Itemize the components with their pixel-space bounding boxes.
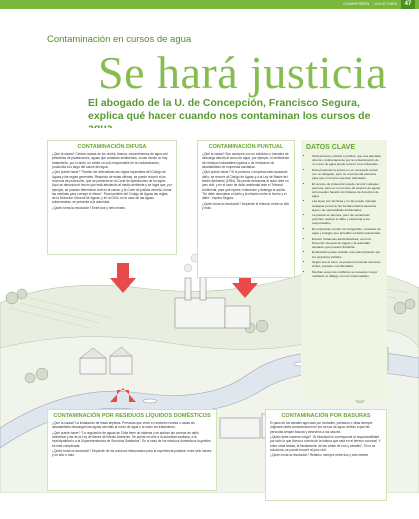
- panel-paragraph: El paso de los canales agrícolas por ciudades, poblados o villas siempre originará cierta contaminación en los cursos de agua, debido a que las personas arrojan basura y desechos a los cauces.: [270, 421, 373, 434]
- panel-body: [202, 152, 290, 210]
- panel-contaminacion-difusa: [47, 140, 177, 255]
- list-item: • Muchas veces los conflictos se resuelven mejor mediante el diálogo con los responsables.: [312, 270, 382, 278]
- list-item: • Existen instancias administrativas, como la Dirección General de Aguas y la autoridad sanitaria, que pueden fiscalizar.: [312, 237, 382, 249]
- datos-clave-heading: DATOS CLAVE: [306, 144, 356, 151]
- panel-heading: CONTAMINACIÓN POR RESIDUOS LÍQUIDOS DOMÉSTICOS: [53, 413, 211, 419]
- panel-contaminacion-puntual: [197, 140, 295, 278]
- panel-contaminacion-residuos: [47, 409, 217, 491]
- panel-paragraph: ¿Qué puede hacer? "La regulación de aguas de Chile tiene un sistema y se aplican las normas de daño ambiental y las de la Ley de Bases del Medio Ambiente. Se puede recurrir a la autoridad sanitaria, a la municipalidad o a la Superintendencia de Servicios Sanitarios". En el caso de los residuos domésticos la gestión es más complicada.: [52, 430, 211, 448]
- top-bar: [0, 0, 419, 9]
- panel-paragraph: ¿Quién toma la resolución? Depende el tribunal: entre un año y más.: [202, 201, 290, 210]
- page-title: Se hará justicia: [98, 47, 388, 98]
- panel-paragraph: ¿Quién debe hacerse cargo? "Al Municipio le corresponde la responsabilidad por todo lo que llueva a cuenta de la basura que está en el terreno comunal. Y entre otras tareas, la fiscalización de las orillas de ríos y canales". Si no se soluciona, se puede recurrir al juez civil.: [270, 435, 381, 452]
- panel-paragraph: ¿Qué la causa? Son acciones con un individuo o industria de descarga directa al curso de agua, por ejemplo, el vertimiento de residuos industriales líquidos o de emisiones de alcantarillado de empresas sanitarias.: [202, 152, 290, 169]
- list-item: • La justicia se demora, pero las sentencias permiten reparar el daño y sancionar a los responsables.: [312, 213, 382, 225]
- panel-paragraph: ¿Qué puede hacer? "Suelen ser alternativas las reglas especiales del Código de Aguas y las reglas generales. Respecto de estas últimas, se puede recurrir a los recursos de protección, que se presenta en la Corte de Apelaciones de la región. Aquí se denuncia el hecho que está afectando al medio ambiente y se logra que, por ejemplo, se puedan determinar cuál es la causa, y la Corte de justicia decreta, tomar las medidas para corregir el efecto". Para también del Código de Aguas las reglas de la Dirección General de Aguas, y en la DGA, en el caso de las aguas subterráneas, se presenta a la autoridad.: [52, 170, 172, 205]
- list-item: • Es importante contar con fotografías, muestras de agua y testigos que acrediten el daño ocasionado.: [312, 227, 382, 235]
- panel-paragraph: ¿Quién toma la resolución? Relativo, siempre entre dos y seis meses.: [270, 453, 369, 458]
- panel-paragraph: ¿Qué la causa? Ciertas causas de los olores, basura, escurrimientos de agua con pesticidas de plantaciones, aguas que arrastran sedimentos, zonas donde no hay tratamiento, por lo tanto, no existe un solo responsable de la contaminación, producida a lo largo del cauce del agua.: [52, 152, 168, 169]
- lead-paragraph: El abogado de la U. de Concepción, Francisco Segura, explica qué hacer cuando nos contaminan los cursos de: [88, 97, 371, 122]
- list-item: • Toda persona, natural o jurídica, que sea afectada directa o indirectamente por la contaminación de un curso de agua puede recurrir a los tribunales.: [312, 154, 382, 166]
- panel-body: [270, 421, 382, 458]
- panel-paragraph: ¿Quién toma la resolución? Depende de los recursos interpuestos para la experiencia práctica: entre seis meses y un año o más.: [52, 449, 212, 458]
- list-item: • Según sea el caso, se pueden presentar acciones civiles, penales o ambientales.: [312, 260, 382, 268]
- panel-paragraph: ¿Quién toma la resolución? Entre dos y seis meses.: [52, 205, 126, 210]
- panel-paragraph: ¿Qué puede hacer? Si la persona o empresa está causando daño, se recurre al Código de Aguas y a la Ley de Bases del Medio Ambiente (1994). Se puede demandar al autor ante un juez civil, y en el caso de daño ambiental ante el Tribunal Ambiental, para que repare, indemnice y detenga la acción. "Se debe demostrar el daño y la relación entre el hecho y el daño", explica Segura.: [202, 170, 289, 201]
- panel-heading: CONTAMINACIÓN POR BASURAS: [281, 413, 371, 419]
- panel-body: [52, 152, 172, 210]
- panel-contaminacion-basuras: [265, 409, 387, 501]
- list-item: • Para presentar la acción no es necesario contar con un abogado, pero se recomienda asesoría para que el recurso sea bien planteado.: [312, 168, 382, 180]
- section-header: CHAMPIÑÓN · JULIO 2009: [343, 1, 397, 6]
- panel-body: [52, 421, 212, 458]
- panel-heading: CONTAMINACIÓN PUNTUAL: [208, 144, 284, 150]
- panel-paragraph: ¿Qué la causa? La instalación de fosas sépticas. Personas que viven en sectores rurales o casas sin alcantarillado descargan las aguas servidas al curso de agua o al suelo sin tratamiento.: [52, 421, 195, 430]
- kicker: Contaminación en cursos de agua: [47, 34, 192, 45]
- panel-heading: CONTAMINACIÓN DIFUSA: [77, 144, 147, 150]
- datos-clave-list: [306, 154, 382, 278]
- page-number: 47: [401, 0, 415, 9]
- list-item: • El recurso de protección puede recurrir cualquier persona, pero en un recurso de amparo de aguas sólo pueden hacerlo los titulares de derechos de agua.: [312, 182, 382, 198]
- datos-clave-box: [301, 140, 387, 400]
- list-item: • Las leyes son técnicas y no las puede manejar cualquier persona. Es fundamental la asesoría legal y de especialistas ambientales.: [312, 199, 382, 211]
- list-item: • El afectado puede solicitar una indemnización por los perjuicios sufridos.: [312, 250, 382, 258]
